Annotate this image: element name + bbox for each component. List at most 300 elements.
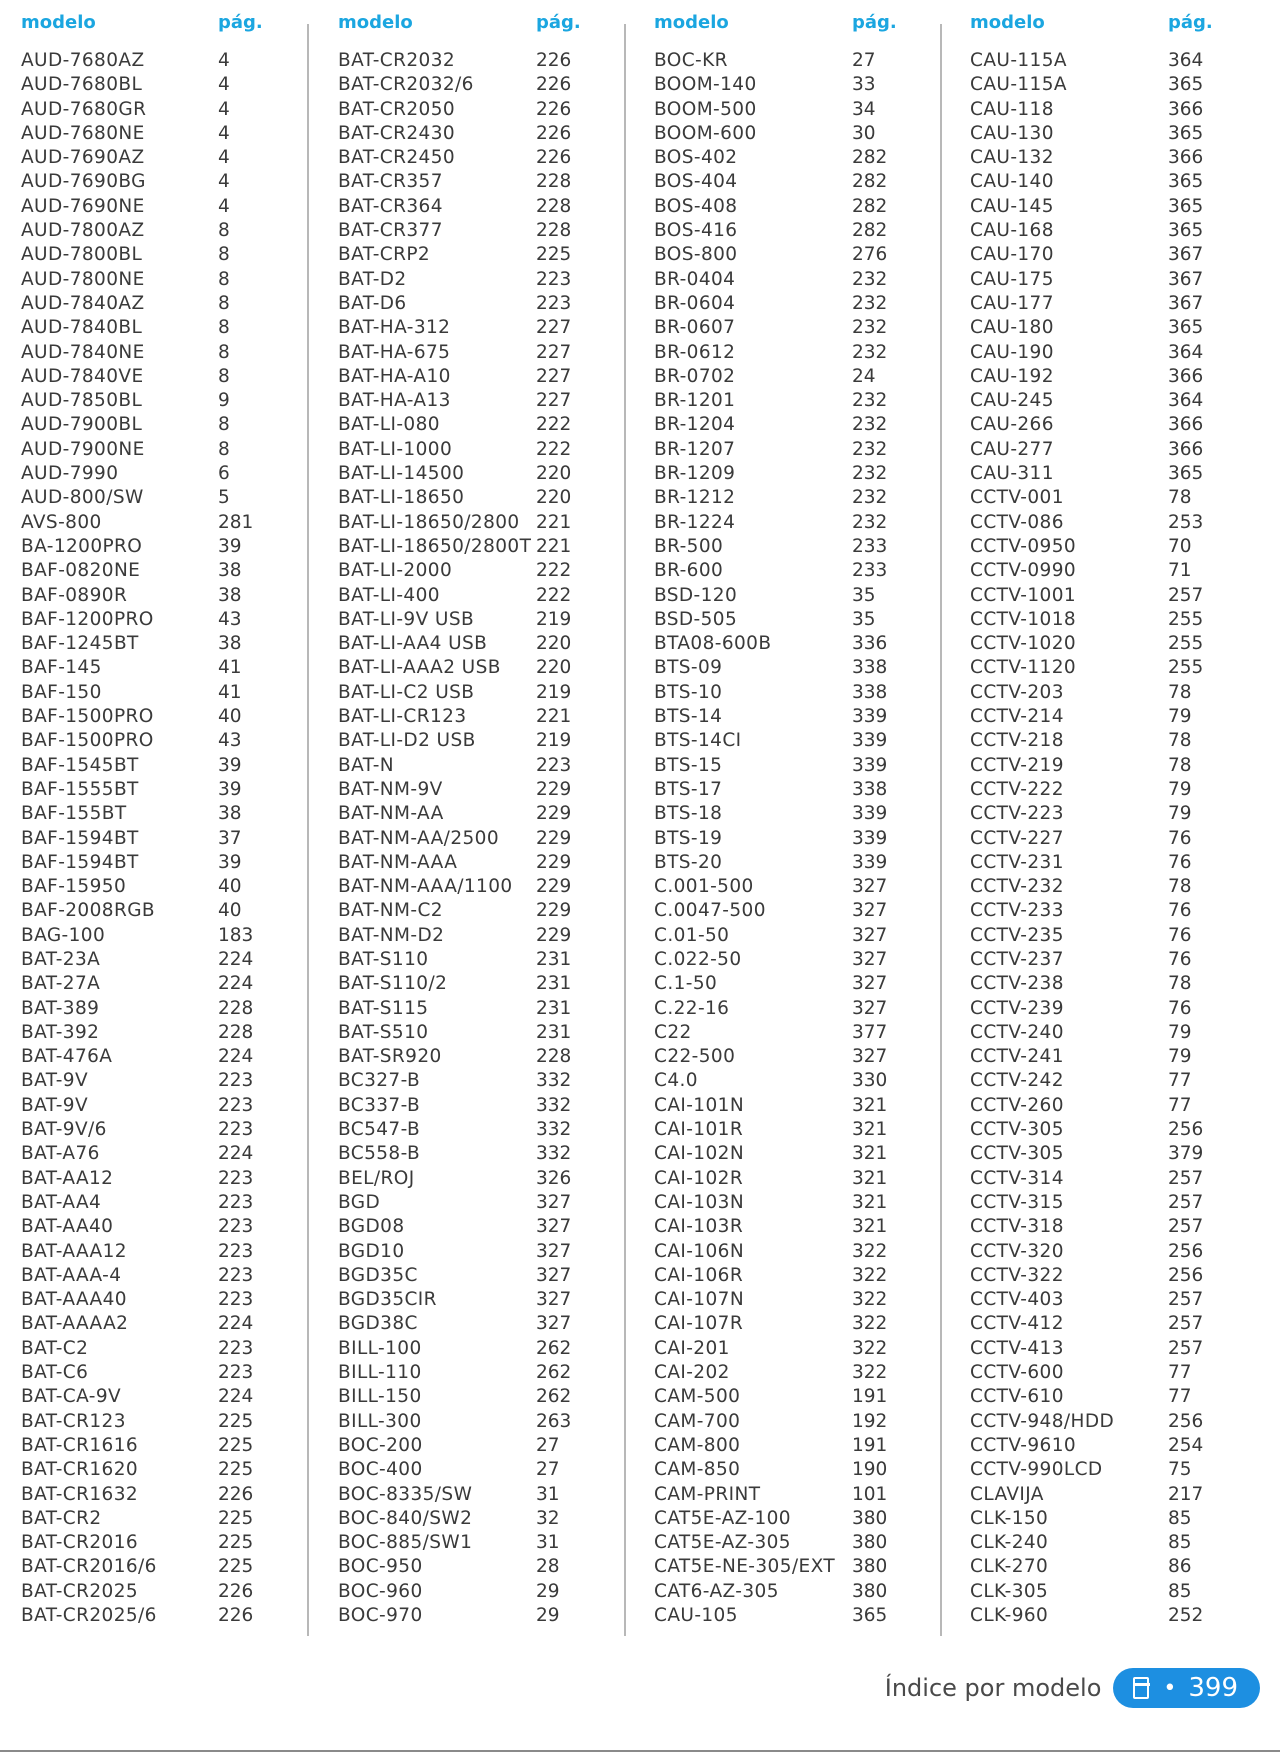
index-row (338, 1167, 638, 1191)
page-ref: 34 (852, 98, 876, 120)
model-code: BAT-AAAA2 (21, 1313, 129, 1335)
page-ref: 226 (218, 1483, 254, 1505)
page-ref: 226 (536, 50, 572, 71)
index-row (654, 608, 954, 632)
page-ref: 379 (1168, 1143, 1204, 1165)
model-code: CCTV-237 (970, 948, 1064, 970)
model-code: BAF-1555BT (21, 778, 139, 800)
index-row (338, 1531, 638, 1555)
model-code: AUD-7680AZ (21, 50, 145, 71)
index-row (970, 1240, 1270, 1264)
model-code: BR-1212 (654, 487, 736, 509)
header-page: pág. (218, 12, 263, 33)
index-row (970, 1434, 1270, 1458)
index-row (21, 656, 321, 680)
model-code: BAF-1200PRO (21, 608, 154, 630)
index-row (338, 1118, 638, 1142)
index-row (21, 1555, 321, 1579)
page-ref: 255 (1168, 608, 1204, 630)
header-model: modelo (338, 12, 413, 33)
model-code: C22 (654, 1021, 692, 1043)
page-ref: 321 (852, 1094, 888, 1116)
page-ref: 229 (536, 803, 572, 825)
model-code: BAF-0890R (21, 584, 128, 606)
index-row (338, 802, 638, 826)
model-code: CCTV-0990 (970, 560, 1077, 582)
model-code: CCTV-403 (970, 1289, 1064, 1311)
index-row (970, 924, 1270, 948)
index-row (654, 146, 954, 170)
model-code: BOC-KR (654, 50, 728, 71)
model-code: AUD-7680NE (21, 122, 145, 144)
index-row (970, 1555, 1270, 1579)
index-row (21, 413, 321, 437)
page-ref: 256 (1168, 1240, 1204, 1262)
model-code: BC327-B (338, 1070, 421, 1092)
page-ref: 78 (1168, 730, 1192, 752)
page-footer (885, 1668, 1260, 1708)
page-ref: 364 (1168, 341, 1204, 363)
page-ref: 227 (536, 365, 572, 387)
index-row (654, 1361, 954, 1385)
page-ref: 223 (218, 1240, 254, 1262)
book-icon (1133, 1677, 1149, 1699)
page-ref: 229 (536, 876, 572, 898)
page-ref: 76 (1168, 997, 1192, 1019)
index-row (654, 584, 954, 608)
page-ref: 262 (536, 1362, 572, 1384)
model-code: BAF-1245BT (21, 633, 139, 655)
model-code: BOOM-140 (654, 74, 757, 96)
index-row (654, 1385, 954, 1409)
page-ref: 223 (536, 268, 572, 290)
model-code: BOS-404 (654, 171, 738, 193)
page-ref: 29 (536, 1605, 560, 1626)
model-code: C.0047-500 (654, 900, 766, 922)
model-code: BR-1204 (654, 414, 736, 436)
page-ref: 365 (1168, 171, 1204, 193)
page-ref: 4 (218, 122, 230, 144)
page-ref: 365 (1168, 317, 1204, 339)
index-row (338, 656, 638, 680)
model-code: AUD-7800NE (21, 268, 145, 290)
model-code: CCTV-600 (970, 1362, 1064, 1384)
model-code: BTS-17 (654, 778, 723, 800)
index-row (970, 705, 1270, 729)
index-row (654, 729, 954, 753)
page-ref: 322 (852, 1289, 888, 1311)
model-code: BR-0607 (654, 317, 736, 339)
page-ref: 321 (852, 1119, 888, 1141)
model-code: BR-1224 (654, 511, 736, 533)
page-ref: 224 (218, 1143, 254, 1165)
model-code: BAT-9V (21, 1094, 89, 1116)
model-code: C.1-50 (654, 973, 718, 995)
index-row (970, 413, 1270, 437)
model-code: CCTV-412 (970, 1313, 1064, 1335)
model-code: BAT-CRP2 (338, 244, 431, 266)
page-ref: 232 (852, 341, 888, 363)
page-ref: 339 (852, 754, 888, 776)
index-row (338, 1288, 638, 1312)
page-ref: 27 (852, 50, 876, 71)
model-code: BAT-NM-AAA (338, 851, 458, 873)
index-row (21, 924, 321, 948)
model-code: BAT-CR2 (21, 1507, 102, 1529)
model-code: CCTV-241 (970, 1046, 1064, 1068)
model-code: AUD-7840NE (21, 341, 145, 363)
index-row (21, 827, 321, 851)
page-ref: 282 (852, 171, 888, 193)
column-header (970, 12, 1270, 42)
index-row (970, 1580, 1270, 1604)
page-ref: 364 (1168, 50, 1204, 71)
index-row (21, 49, 321, 73)
page-ref: 229 (536, 851, 572, 873)
column-divider (307, 24, 309, 1636)
model-code: BAT-LI-C2 USB (338, 681, 475, 703)
model-code: BGD (338, 1191, 381, 1213)
model-code: BAT-S110 (338, 948, 429, 970)
page-ref: 219 (536, 730, 572, 752)
model-code: BGD35C (338, 1264, 418, 1286)
index-row (654, 413, 954, 437)
index-row (654, 98, 954, 122)
index-row (654, 73, 954, 97)
index-row (970, 1361, 1270, 1385)
model-code: BAG-100 (21, 924, 106, 946)
index-row (970, 972, 1270, 996)
page-ref: 224 (218, 973, 254, 995)
index-row (970, 729, 1270, 753)
index-row (654, 705, 954, 729)
model-code: CAT5E-AZ-100 (654, 1507, 791, 1529)
model-code: AUD-7800BL (21, 244, 143, 266)
index-row (654, 365, 954, 389)
page-ref: 76 (1168, 827, 1192, 849)
index-row (338, 948, 638, 972)
index-row (654, 948, 954, 972)
index-row (338, 1045, 638, 1069)
page-ref: 366 (1168, 414, 1204, 436)
page-ref: 367 (1168, 268, 1204, 290)
index-row (970, 559, 1270, 583)
index-row (338, 219, 638, 243)
page-ref: 225 (218, 1532, 254, 1554)
index-row (970, 49, 1270, 73)
index-row (338, 1385, 638, 1409)
model-code: BA-1200PRO (21, 535, 143, 557)
page-ref: 367 (1168, 244, 1204, 266)
page-ref: 24 (852, 365, 876, 387)
model-code: CAU-177 (970, 292, 1054, 314)
model-code: CAU-245 (970, 390, 1054, 412)
header-model: modelo (970, 12, 1045, 33)
page-ref: 227 (536, 341, 572, 363)
index-row (654, 1118, 954, 1142)
page-ref: 262 (536, 1337, 572, 1359)
index-row (21, 98, 321, 122)
model-code: BAT-HA-A13 (338, 390, 451, 412)
page-ref: 229 (536, 778, 572, 800)
page-ref: 4 (218, 98, 230, 120)
index-row (654, 1410, 954, 1434)
page-ref: 76 (1168, 900, 1192, 922)
model-code: CCTV-223 (970, 803, 1064, 825)
page-ref: 263 (536, 1410, 572, 1432)
index-row (654, 1264, 954, 1288)
index-row (338, 899, 638, 923)
page-ref: 223 (218, 1264, 254, 1286)
index-row (654, 656, 954, 680)
page-ref: 339 (852, 803, 888, 825)
page-ref: 228 (536, 1046, 572, 1068)
index-row (654, 195, 954, 219)
index-row (338, 1410, 638, 1434)
index-row (654, 292, 954, 316)
index-row (338, 1069, 638, 1093)
page-ref: 327 (536, 1264, 572, 1286)
page-ref: 255 (1168, 657, 1204, 679)
model-code: BAT-CR2016/6 (21, 1556, 157, 1578)
index-row (970, 1312, 1270, 1336)
page-ref: 223 (218, 1167, 254, 1189)
page-ref: 232 (852, 292, 888, 314)
page-ref: 219 (536, 608, 572, 630)
page-ref: 40 (218, 900, 242, 922)
index-row (970, 292, 1270, 316)
index-row (970, 1021, 1270, 1045)
index-row (338, 389, 638, 413)
page-ref: 327 (536, 1216, 572, 1238)
column-rows (654, 49, 954, 1628)
page-ref: 79 (1168, 1021, 1192, 1043)
model-code: BAT-CR2430 (338, 122, 456, 144)
page-ref: 78 (1168, 973, 1192, 995)
model-code: BAT-A76 (21, 1143, 100, 1165)
index-row (970, 195, 1270, 219)
model-code: BILL-150 (338, 1386, 422, 1408)
page-ref: 6 (218, 463, 230, 485)
page-ref: 231 (536, 1021, 572, 1043)
model-code: CLK-305 (970, 1580, 1049, 1602)
model-code: BAT-D2 (338, 268, 407, 290)
page-ref: 338 (852, 778, 888, 800)
model-code: BAT-CR2025/6 (21, 1605, 157, 1626)
page-ref: 225 (218, 1507, 254, 1529)
page-ref: 332 (536, 1094, 572, 1116)
page-ref: 254 (1168, 1434, 1204, 1456)
model-code: BSD-505 (654, 608, 738, 630)
index-row (970, 584, 1270, 608)
page-ref: 228 (218, 1021, 254, 1043)
model-code: AUD-7690AZ (21, 147, 145, 169)
model-code: CCTV-222 (970, 778, 1064, 800)
index-row (654, 1434, 954, 1458)
page-ref: 220 (536, 633, 572, 655)
page-ref: 339 (852, 851, 888, 873)
page-ref: 366 (1168, 365, 1204, 387)
model-code: AUD-7900NE (21, 438, 145, 460)
index-row (338, 851, 638, 875)
page-ref: 43 (218, 608, 242, 630)
page-ref: 33 (852, 74, 876, 96)
index-row (338, 1142, 638, 1166)
model-code: CAU-115A (970, 74, 1067, 96)
model-code: BR-0604 (654, 292, 736, 314)
model-code: BAT-CR2025 (21, 1580, 139, 1602)
index-row (338, 1191, 638, 1215)
page-ref: 228 (218, 997, 254, 1019)
index-row (21, 1142, 321, 1166)
model-code: BAT-NM-AA/2500 (338, 827, 499, 849)
page-ref: 380 (852, 1507, 888, 1529)
index-row (338, 632, 638, 656)
index-row (970, 632, 1270, 656)
model-code: BAF-150 (21, 681, 102, 703)
page-ref: 191 (852, 1386, 888, 1408)
model-code: AUD-800/SW (21, 487, 144, 509)
page-ref: 5 (218, 487, 230, 509)
index-row (654, 1337, 954, 1361)
model-code: BC558-B (338, 1143, 421, 1165)
index-row (338, 924, 638, 948)
model-code: BAF-1545BT (21, 754, 139, 776)
index-row (338, 1580, 638, 1604)
model-code: BAT-CR2032/6 (338, 74, 474, 96)
bullet: • (1163, 1675, 1177, 1701)
index-row (970, 341, 1270, 365)
model-code: BAT-LI-AA4 USB (338, 633, 488, 655)
page-ref: 8 (218, 365, 230, 387)
model-code: BAT-27A (21, 973, 101, 995)
index-row (654, 1507, 954, 1531)
model-code: AUD-7680BL (21, 74, 143, 96)
page-ref: 364 (1168, 390, 1204, 412)
page-ref: 8 (218, 220, 230, 242)
model-code: BGD08 (338, 1216, 405, 1238)
index-row (654, 486, 954, 510)
index-row (338, 341, 638, 365)
model-code: BOS-416 (654, 220, 738, 242)
page-ref: 191 (852, 1434, 888, 1456)
page-ref: 231 (536, 948, 572, 970)
index-row (21, 972, 321, 996)
model-index-table (0, 10, 1280, 1630)
page-ref: 4 (218, 171, 230, 193)
index-row (21, 1069, 321, 1093)
page-ref: 257 (1168, 1313, 1204, 1335)
index-row (970, 98, 1270, 122)
model-code: CAU-168 (970, 220, 1054, 242)
index-row (338, 486, 638, 510)
model-code: BILL-110 (338, 1362, 422, 1384)
index-row (654, 851, 954, 875)
page-ref: 233 (852, 560, 888, 582)
page-ref: 38 (218, 633, 242, 655)
page-ref: 8 (218, 244, 230, 266)
index-row (970, 1215, 1270, 1239)
page-ref: 4 (218, 195, 230, 217)
page-ref: 190 (852, 1459, 888, 1481)
index-row (21, 608, 321, 632)
model-code: BOC-400 (338, 1459, 423, 1481)
index-column-1 (21, 10, 321, 1630)
index-row (970, 754, 1270, 778)
page-ref: 38 (218, 584, 242, 606)
model-code: BTS-15 (654, 754, 723, 776)
page-ref: 8 (218, 268, 230, 290)
index-row (654, 1580, 954, 1604)
page-ref: 38 (218, 560, 242, 582)
model-code: CLK-150 (970, 1507, 1049, 1529)
model-code: BAT-9V/6 (21, 1119, 107, 1141)
model-code: BAT-LI-18650 (338, 487, 465, 509)
page-ref: 70 (1168, 535, 1192, 557)
page-ref: 282 (852, 220, 888, 242)
index-row (970, 1191, 1270, 1215)
index-row (338, 535, 638, 559)
page-ref: 257 (1168, 1191, 1204, 1213)
index-row (654, 802, 954, 826)
page-ref: 339 (852, 730, 888, 752)
model-code: AUD-7690BG (21, 171, 146, 193)
page-ref: 221 (536, 535, 572, 557)
index-row (970, 997, 1270, 1021)
model-code: BAT-CR1632 (21, 1483, 139, 1505)
model-code: BAT-AAA-4 (21, 1264, 122, 1286)
page-ref: 222 (536, 414, 572, 436)
header-model: modelo (21, 12, 96, 33)
page-ref: 338 (852, 681, 888, 703)
index-row (21, 1604, 321, 1628)
index-column-4 (970, 10, 1270, 1630)
index-row (21, 1531, 321, 1555)
model-code: BAT-AAA40 (21, 1289, 127, 1311)
page-ref: 327 (852, 876, 888, 898)
header-page: pág. (852, 12, 897, 33)
index-row (654, 122, 954, 146)
page-ref: 257 (1168, 1289, 1204, 1311)
index-row (970, 899, 1270, 923)
page-ref: 221 (536, 511, 572, 533)
index-row (21, 389, 321, 413)
model-code: CAU-105 (654, 1605, 738, 1626)
model-code: CCTV-948/HDD (970, 1410, 1115, 1432)
page-ref: 233 (852, 535, 888, 557)
index-row (338, 49, 638, 73)
index-row (338, 462, 638, 486)
page-ref: 366 (1168, 147, 1204, 169)
page-ref: 365 (1168, 74, 1204, 96)
index-row (654, 219, 954, 243)
model-code: BAT-HA-675 (338, 341, 451, 363)
index-row (970, 1410, 1270, 1434)
page-ref: 8 (218, 414, 230, 436)
model-code: AUD-7840VE (21, 365, 144, 387)
page-ref: 223 (536, 292, 572, 314)
model-code: CAI-101R (654, 1119, 744, 1141)
page-ref: 322 (852, 1240, 888, 1262)
index-row (654, 875, 954, 899)
model-code: BAT-LI-D2 USB (338, 730, 476, 752)
model-code: CAI-106N (654, 1240, 745, 1262)
index-row (654, 49, 954, 73)
model-code: BAT-LI-080 (338, 414, 440, 436)
page-ref: 219 (536, 681, 572, 703)
index-row (338, 972, 638, 996)
model-code: BGD35CIR (338, 1289, 437, 1311)
